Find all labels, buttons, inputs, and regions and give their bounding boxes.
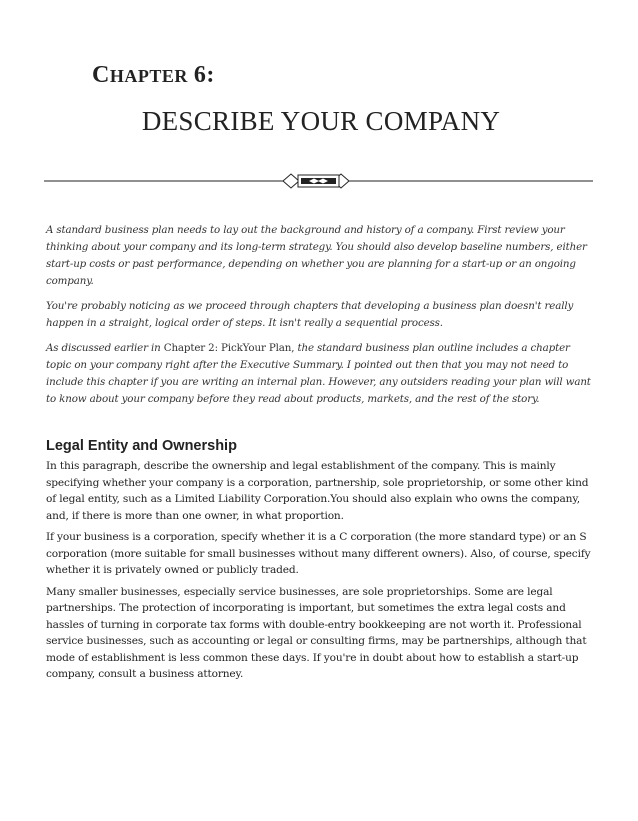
body-paragraph: Many smaller businesses, especially service businesses, are sole proprietorships. Some are legal partnerships. The protection of incorporating is important, but sometimes the extra legal costs and hassles of turning in corporate tax forms with double-entry bookkeeping are not worth it. Professional service businesses, such as accounting or legal or consulting firms, may be partnerships, although that mode of establishment is less common these days. If you're in doubt about how to establish a start-up company, consult a business attorney. [46,585,587,680]
intro-paragraph: A standard business plan needs to lay out the background and history of a company. First review your thinking about your company and its long-term strategy. You should also develop baseline numbers, either start-up costs or past performance, depending on whether you are planning for a start-up or an ongoing company. [46,224,587,287]
chapter-label [92,62,215,89]
intro-paragraph: You're probably noticing as we proceed through chapters that developing a business plan doesn't really happen in a straight, logical order of steps. It isn't really a sequential process. [46,300,574,329]
intro-paragraph [46,340,594,408]
chapter-label-initial: C [92,62,110,88]
chapter-label-number: 6: [193,62,215,88]
chapter-title: DESCRIBE YOUR COMPANY [141,106,501,136]
chapter-label-rest: HAPTER [109,66,188,86]
intro-text: As discussed earlier in [46,342,164,354]
chapter-intro [46,222,594,408]
chapter-cross-reference: Chapter 2: PickYour Plan, [163,342,295,354]
ornamental-divider [44,170,593,192]
body-paragraph: In this paragraph, describe the ownership and legal establishment of the company. This is mainly specifying whether your company is a corporation, partnership, sole proprietorship, or some other kind of legal entity, such as a Limited Liability Corporation.You should also explain who owns the company, and, if there is more than one owner, in what proportion. [46,460,589,522]
page-content [46,222,594,688]
intro-text: the standard business plan outline includes a chapter topic on your company right after the Executive Summary. I pointed out then that you may not need to include this chapter if you are writing an internal plan. However, any outsiders reading your plan will want to know about your company before they read about products, markets, and the rest of the story. [46,342,591,405]
body-paragraph: If your business is a corporation, specify whether it is a C corporation (the more standard type) or an S corporation (more suitable for small businesses without many different owners). Also, of course, specify whether it is privately owned or publicly traded. [46,531,591,576]
section-heading: Legal Entity and Ownership [46,438,237,454]
section-body [46,458,594,683]
